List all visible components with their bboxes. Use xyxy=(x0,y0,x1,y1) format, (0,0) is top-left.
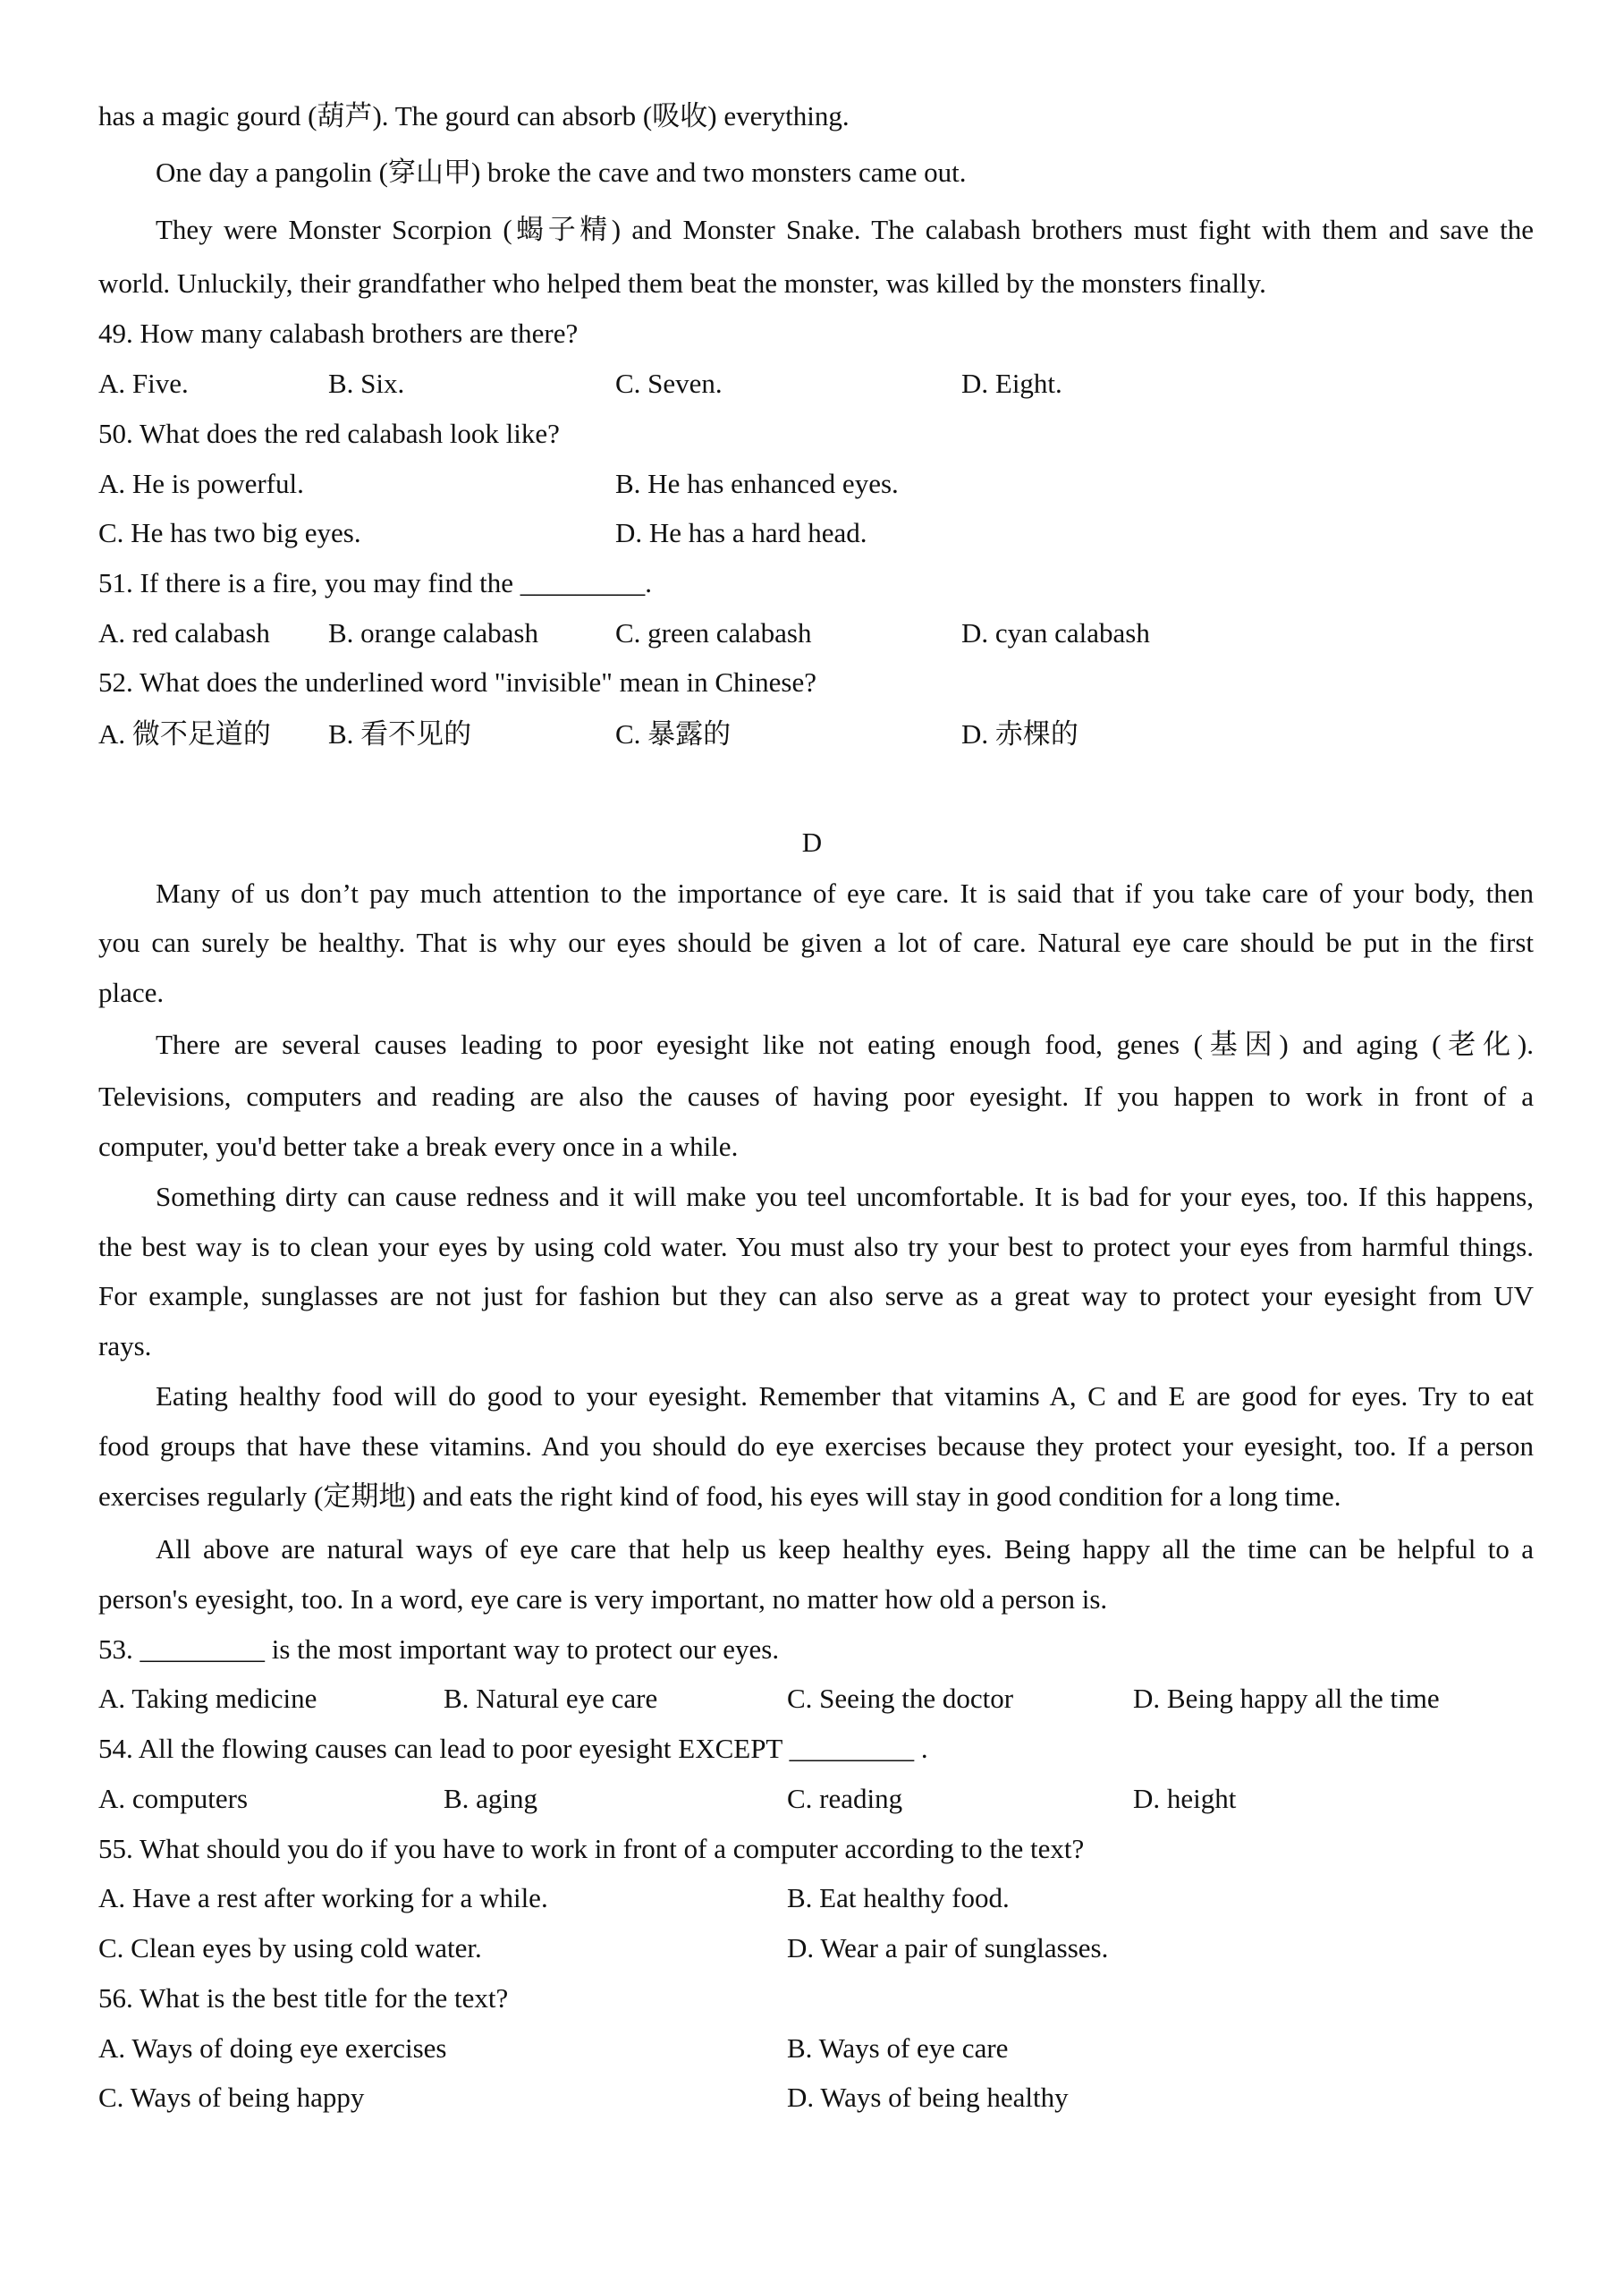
passage-d-line: There are several causes leading to poor eyesight like not eating enough food, genes (基因) and aging (老化). xyxy=(156,1029,1534,1060)
passage-d-line: Televisions, computers and reading are also the causes of having poor eyesight. If you happen to work in front of a xyxy=(98,1081,1534,1112)
question-53-stem: 53. _________ is the most important way to protect our eyes. xyxy=(98,1633,780,1665)
question-52-stem: 52. What does the underlined word "invisible" mean in Chinese? xyxy=(98,666,817,698)
option-c[interactable]: C. He has two big eyes. xyxy=(98,517,361,548)
question-49-stem: 49. How many calabash brothers are there? xyxy=(98,318,579,349)
option-a[interactable]: A. He is powerful. xyxy=(98,468,304,499)
option-c[interactable]: C. green calabash xyxy=(615,617,812,649)
option-d[interactable]: D. Eight. xyxy=(961,368,1062,399)
option-b[interactable]: B. aging xyxy=(444,1783,538,1814)
passage-d-line: Eating healthy food will do good to your eyesight. Remember that vitamins A, C and E are good for eyes. Try to eat xyxy=(156,1380,1534,1412)
option-a[interactable]: A. Have a rest after working for a while. xyxy=(98,1882,548,1913)
option-b[interactable]: B. 看不见的 xyxy=(328,718,472,750)
option-a[interactable]: A. 微不足道的 xyxy=(98,718,271,750)
passage-d-line: food groups that have these vitamins. And you should do eye exercises because they protect your eyesight, too. If a person xyxy=(98,1430,1534,1462)
passage-d-line: you can surely be healthy. That is why our eyes should be given a lot of care. Natural eye care should be put in the first xyxy=(98,927,1534,958)
option-b[interactable]: B. Six. xyxy=(328,368,405,399)
passage-d-line: exercises regularly (定期地) and eats the right kind of food, his eyes will stay in good condition for a long time. xyxy=(98,1480,1341,1512)
option-c[interactable]: C. Seeing the doctor xyxy=(787,1683,1014,1714)
option-c[interactable]: C. Seven. xyxy=(615,368,723,399)
passage-c-line: world. Unluckily, their grandfather who helped them beat the monster, was killed by the monsters finally. xyxy=(98,267,1266,299)
passage-c-line: has a magic gourd (葫芦). The gourd can absorb (吸收) everything. xyxy=(98,100,850,131)
option-d[interactable]: D. Being happy all the time xyxy=(1133,1683,1440,1714)
option-d[interactable]: D. He has a hard head. xyxy=(615,517,867,548)
question-54-stem: 54. All the flowing causes can lead to poor eyesight EXCEPT _________ . xyxy=(98,1733,928,1764)
passage-d-line: computer, you'd better take a break every once in a while. xyxy=(98,1131,739,1162)
passage-d-line: rays. xyxy=(98,1330,152,1361)
section-heading: D xyxy=(801,827,823,858)
passage-d-line: All above are natural ways of eye care that help us keep healthy eyes. Being happy all the time can be helpful to a xyxy=(156,1533,1534,1565)
passage-d-line: person's eyesight, too. In a word, eye care is very important, no matter how old a person is. xyxy=(98,1583,1108,1615)
option-d[interactable]: D. Ways of being healthy xyxy=(787,2082,1069,2113)
option-b[interactable]: B. Natural eye care xyxy=(444,1683,658,1714)
option-c[interactable]: C. Clean eyes by using cold water. xyxy=(98,1932,482,1963)
passage-d-line: Many of us don’t pay much attention to the importance of eye care. It is said that if you take care of your body, then xyxy=(156,878,1534,909)
option-d[interactable]: D. Wear a pair of sunglasses. xyxy=(787,1932,1109,1963)
option-c[interactable]: C. 暴露的 xyxy=(615,718,732,750)
question-55-stem: 55. What should you do if you have to work in front of a computer according to the text? xyxy=(98,1833,1085,1864)
option-b[interactable]: B. Ways of eye care xyxy=(787,2032,1009,2064)
option-d[interactable]: D. cyan calabash xyxy=(961,617,1150,649)
passage-c-line: They were Monster Scorpion (蝎子精) and Monster Snake. The calabash brothers must fight with them and save the xyxy=(156,214,1534,245)
option-c[interactable]: C. Ways of being happy xyxy=(98,2082,365,2113)
option-a[interactable]: A. Ways of doing eye exercises xyxy=(98,2032,447,2064)
passage-d-line: place. xyxy=(98,977,165,1008)
option-a[interactable]: A. red calabash xyxy=(98,617,270,649)
option-b[interactable]: B. He has enhanced eyes. xyxy=(615,468,899,499)
option-a[interactable]: A. Five. xyxy=(98,368,189,399)
option-d[interactable]: D. height xyxy=(1133,1783,1237,1814)
option-b[interactable]: B. Eat healthy food. xyxy=(787,1882,1010,1913)
option-d[interactable]: D. 赤棵的 xyxy=(961,718,1078,750)
passage-d-line: For example, sunglasses are not just for fashion but they can also serve as a great way to protect your eyesight from UV xyxy=(98,1280,1534,1311)
passage-d-line: Something dirty can cause redness and it will make you teel uncomfortable. It is bad for your eyes, too. If this happens, xyxy=(156,1181,1534,1212)
passage-c-line: One day a pangolin (穿山甲) broke the cave and two monsters came out. xyxy=(156,157,967,188)
question-50-stem: 50. What does the red calabash look like? xyxy=(98,418,560,449)
option-c[interactable]: C. reading xyxy=(787,1783,903,1814)
option-a[interactable]: A. Taking medicine xyxy=(98,1683,317,1714)
question-51-stem: 51. If there is a fire, you may find the _________. xyxy=(98,567,652,598)
option-a[interactable]: A. computers xyxy=(98,1783,249,1814)
passage-d-line: the best way is to clean your eyes by using cold water. You must also try your best to protect your eyes from harmful things. xyxy=(98,1231,1534,1262)
question-56-stem: 56. What is the best title for the text? xyxy=(98,1982,509,2014)
option-b[interactable]: B. orange calabash xyxy=(328,617,538,649)
